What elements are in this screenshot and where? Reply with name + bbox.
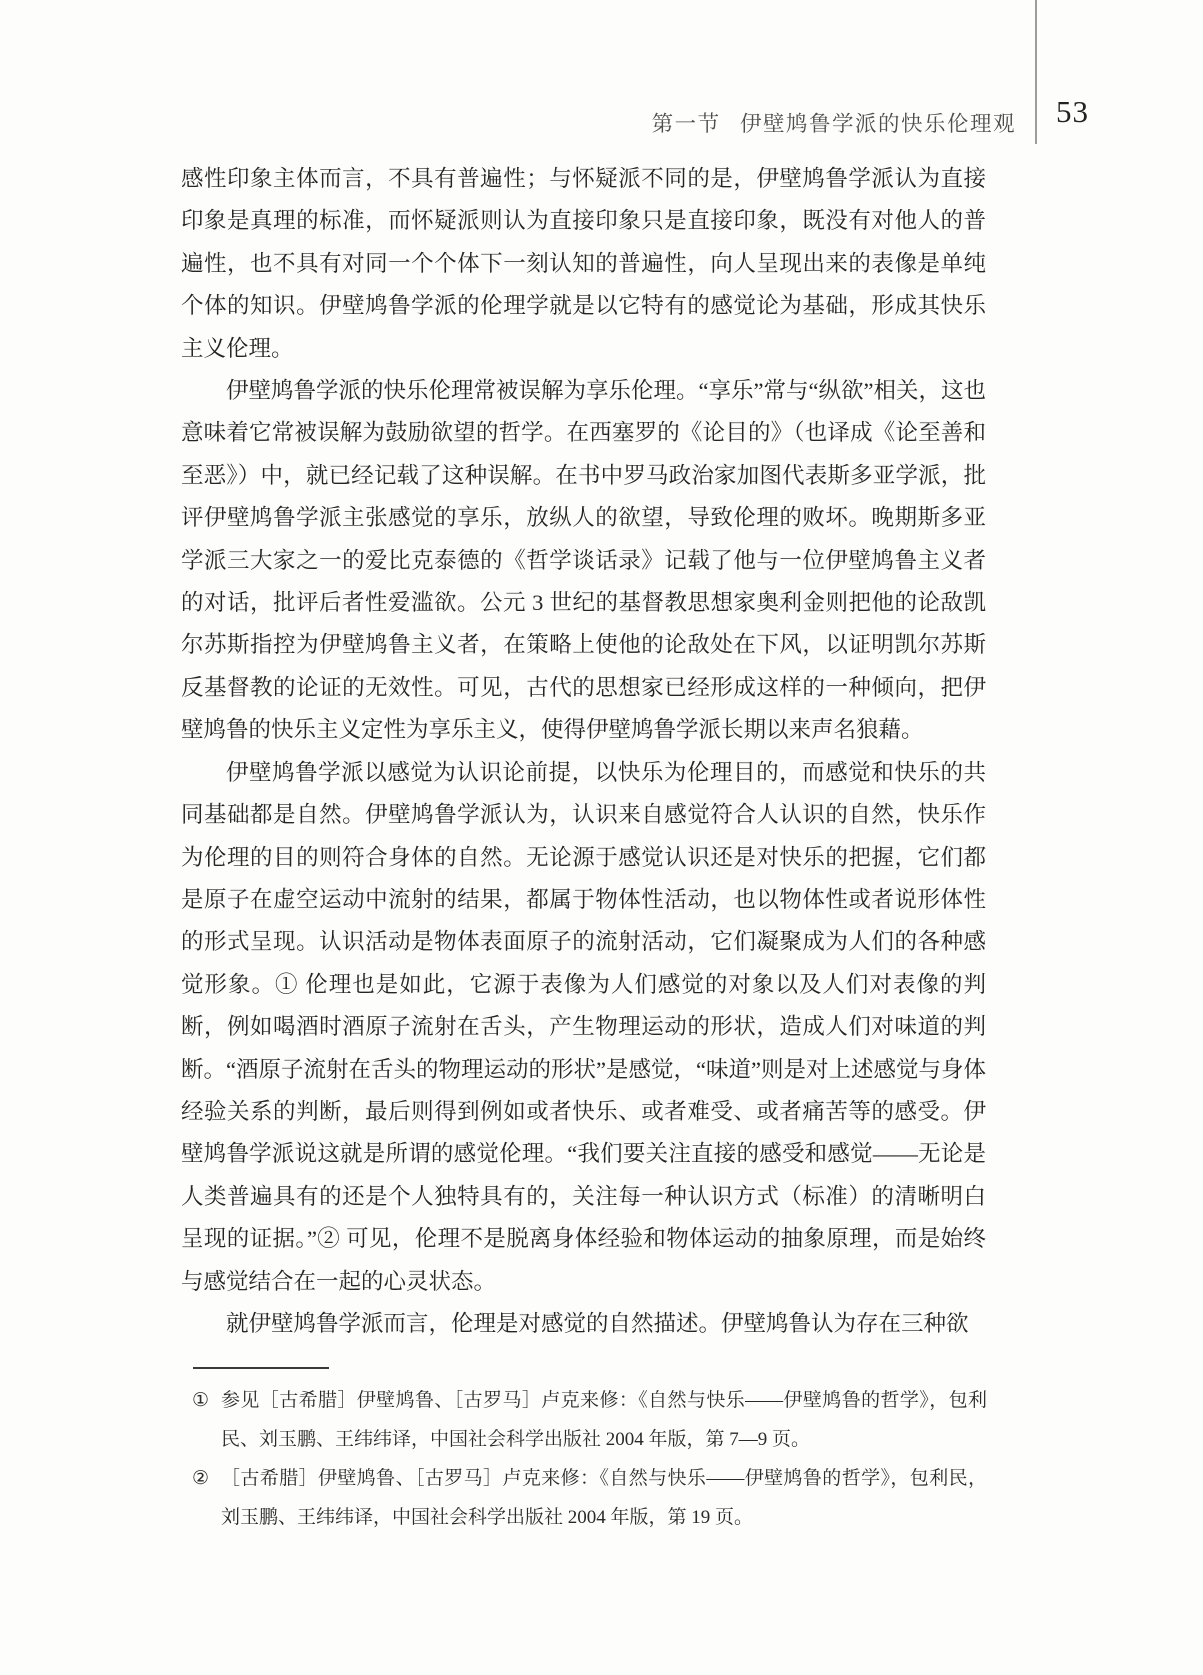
paragraph: 感性印象主体而言，不具有普遍性；与怀疑派不同的是，伊壁鸠鲁学派认为直接印象是真理的标准，而怀疑派则认为直接印象只是直接印象，既没有对他人的普遍性，也不具有对同一个个体下一刻认知的普遍性，向人呈现出来的表像是单纯个体的知识。伊壁鸠鲁学派的伦理学就是以它特有的感觉论为基础，形成其快乐主义伦理。 [181,166,986,361]
running-head [540,107,1016,138]
paragraph: 伊壁鸠鲁学派以感觉为认识论前提，以快乐为伦理目的，而感觉和快乐的共同基础都是自然。伊壁鸠鲁学派认为，认识来自感觉符合人认识的自然，快乐作为伦理的目的则符合身体的自然。无论源于感觉认识还是对快乐的把握，它们都是原子在虚空运动中流射的结果，都属于物体性活动，也以物体性或者说形体性的形式呈现。认识活动是物体表面原子的流射活动，它们凝聚成为人们的各种感觉形象。① 伦理也是如此，它源于表像为人们感觉的对象以及人们对表像的判断，例如喝酒时酒原子流射在舌头，产生物理运动的形状，造成人们对味道的判断。“酒原子流射在舌头的物理运动的形状”是感觉，“味道”则是对上述感觉与身体经验关系的判断，最后则得到例如或者快乐、或者难受、或者痛苦等的感受。伊壁鸠鲁学派说这就是所谓的感觉伦理。“我们要关注直接的感受和感觉——无论是人类普遍具有的还是个人独特具有的，关注每一种认识方式（标准）的清晰明白呈现的证据。”② 可见，伦理不是脱离身体经验和物体运动的抽象原理，而是始终与感觉结合在一起的心灵状态。 [181,759,986,1294]
paragraph: 伊壁鸠鲁学派的快乐伦理常被误解为享乐伦理。“享乐”常与“纵欲”相关，这也意味着它常被误解为鼓励欲望的哲学。在西塞罗的《论目的》（也译成《论至善和至恶》）中，就已经记载了这种误解。在书中罗马政治家加图代表斯多亚学派，批评伊壁鸠鲁学派主张感觉的享乐，放纵人的欲望，导致伦理的败坏。晚期斯多亚学派三大家之一的爱比克泰德的《哲学谈话录》记载了他与一位伊壁鸠鲁主义者的对话，批评后者性爱滥欲。公元 3 世纪的基督教思想家奥利金则把他的论敌凯尔苏斯指控为伊壁鸠鲁主义者，在策略上使他的论敌处在下风，以证明凯尔苏斯反基督教的论证的无效性。可见，古代的思想家已经形成这样的一种倾向，把伊壁鸠鲁的快乐主义定性为享乐主义，使得伊壁鸠鲁学派长期以来声名狼藉。 [181,378,986,743]
body-text [181,158,986,1345]
footnotes-section [181,1381,987,1537]
footnote-marker: ② [192,1468,210,1489]
header-divider [1035,0,1037,144]
paragraph: 就伊壁鸠鲁学派而言，伦理是对感觉的自然描述。伊壁鸠鲁认为存在三种欲 [226,1310,969,1336]
footnote-item [181,1381,987,1459]
chapter-title: 伊壁鸠鲁学派的快乐伦理观 [739,112,1016,136]
footnote-text: 参见［古希腊］伊壁鸠鲁、［古罗马］卢克来修：《自然与快乐——伊壁鸠鲁的哲学》，包利民、刘玉鹏、王纬纬译，中国社会科学出版社 2004 年版，第 7—9 页。 [221,1390,987,1450]
footnote-marker: ① [192,1390,210,1411]
section-label: 第一节 [651,112,721,136]
footnote-separator [193,1367,329,1369]
page-number: 53 [1056,94,1089,129]
footnote-text: ［古希腊］伊壁鸠鲁、［古罗马］卢克来修：《自然与快乐——伊壁鸠鲁的哲学》，包利民，刘玉鹏、王纬纬译，中国社会科学出版社 2004 年版，第 19 页。 [221,1468,987,1528]
footnote-item [181,1459,987,1537]
